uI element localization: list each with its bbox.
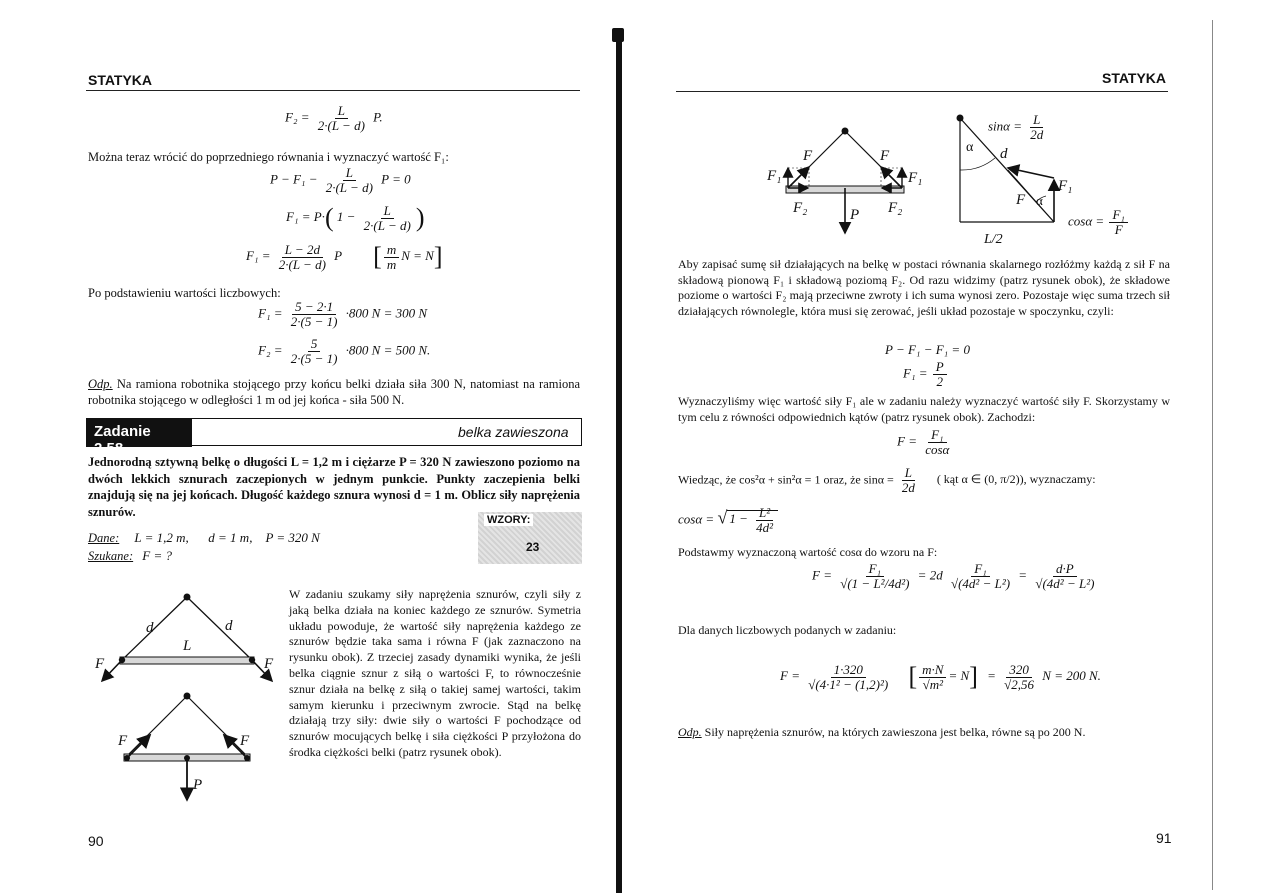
task-statement: Jednorodną sztywną belkę o długości L = 1,2 m i ciężarze P = 320 N zawieszono poziomo na dwóch lekkich sznurach zaczepionych w jednym punkcie. Punkty zaczepienia belki znajdują się na jej końcach. Długość każdego sznura wynosi d = 1 m. Oblicz siły naprężenia sznurów.: [88, 455, 580, 519]
wzory-label: WZORY:: [484, 514, 533, 526]
left-page-number: 90: [88, 833, 104, 849]
book-spine: [616, 30, 622, 893]
substitution-text: Po podstawieniu wartości liczbowych:: [88, 286, 281, 300]
given-section: Dane: L = 1,2 m, d = 1 m, P = 320 N: [88, 530, 320, 545]
figB-F1: F₁: [1058, 178, 1073, 194]
fig2-label-F-right: F: [240, 733, 250, 749]
equation-f1-factored: F₁ = P·( 1 − $\frac{L}{2\cdot(L - d)}$ ): [286, 202, 425, 233]
beam: [120, 657, 254, 664]
right-page-number: 91: [1156, 830, 1172, 846]
left-answer: Odp. Na ramiona robotnika stojącego przy końcu belki działa siła 300 N, natomiast na ramiona robotnika stojącego w odległości 1 m od jej końca - siła 500 N.: [88, 377, 580, 407]
right-paragraph-4: Podstawmy wyznaczoną wartość cosα do wzoru na F:: [678, 545, 938, 559]
equation-F-derivation: F = $\frac{\text{F₁}}{\text{√(1 − L²/4d²)}}$ = 2d $\frac{\text{F₁}}{\text{√(4d² − L²)}}$ = $\frac{d\cdot P}{\text{√(4d² − L²)}}$: [812, 561, 1095, 591]
arrow-F-rope: [1008, 168, 1054, 178]
wzory-box: [478, 512, 582, 564]
equation-balance: P − F₁ − $\frac{L}{2\cdot(L - d)}$ P = 0: [270, 165, 411, 195]
right-paragraph-1: Aby zapisać sumę sił działających na belkę w postaci równania skalarnego rozłóżmy każdą z sił F na składową pionową F₁ i składową poziomą F₂. Od razu widzimy (patrz rysunek obok), że składowe poziome o wartości F₂ mają przeciwne zwroty i ich suma wynosi zero. Pozostaje więc suma trzech sił działających równolegle, która musi się zerować, jeśli układ pozostaje w spoczynku, czyli:: [678, 257, 1170, 318]
equation-f2: F₂ = $\frac{L}{2\cdot(L - d)}$ P.: [285, 103, 383, 133]
task-number: Zadanie 2.58: [86, 418, 192, 447]
right-answer: Odp. Siły naprężenia sznurów, na których zawieszona jest belka, równe są po 200 N.: [678, 725, 1086, 739]
right-edge-line: [1212, 20, 1213, 890]
sought-section: Szukane: F = ?: [88, 548, 172, 563]
left-header: STATYKA: [88, 72, 153, 88]
fig1-label-d-left: d: [146, 620, 154, 636]
equation-f2-numeric: F₂ = $\frac{5}{2\cdot(5 - 1)}$ ·800 N = 500 N.: [258, 336, 431, 366]
rope-right: [187, 597, 252, 660]
equation-sum: P − F₁ − F₁ = 0: [885, 342, 970, 357]
fig1-label-F-right: F: [264, 656, 274, 672]
figA-F-left: F: [803, 148, 813, 164]
fig1-label-L: L: [183, 638, 192, 654]
fig1-label-F-left: F: [95, 656, 105, 672]
arrow-F-left: [788, 167, 809, 188]
force-left-arrow: [102, 660, 122, 681]
figB-cos: cosα = $\frac{\text{F₁}}{F}$: [1068, 208, 1130, 237]
equation-f1-numeric: F₁ = $\frac{5 - 2\cdot 1}{2\cdot(5 - 1)}$ ·800 N = 300 N: [258, 299, 428, 329]
figB-alpha-top: α: [966, 140, 974, 155]
figB-F: F: [1016, 192, 1026, 208]
figB-L2: L/2: [984, 232, 1003, 247]
equation-F-numeric: F = $\frac{1\cdot 320}{\text{√(4·1² − (1,2)²)}}$ [ $\frac{m\cdot N}{\text{√m²}}$ = N] = $\frac{320}{√2,56}$ N = 200 N.: [780, 661, 1101, 692]
figA-F2-left: F₂: [793, 200, 808, 216]
figA-F1-left: F₁: [767, 168, 782, 184]
equation-F-cos: F = $\frac{\text{F₁}}{\cos\alpha}$: [897, 427, 950, 457]
equation-cos: cosα = √ 1 − $\frac{\text{L²}}{\text{4d²}}$: [678, 506, 778, 535]
right-paragraph-5: Dla danych liczbowych podanych w zadaniu:: [678, 623, 897, 637]
fig2-label-F-left: F: [118, 733, 128, 749]
figA-P: P: [850, 207, 860, 223]
fig2-label-P: P: [193, 777, 203, 793]
right-paragraph-3: Wiedząc, że cos²α + sin²α = 1 oraz, że sinα = $\frac{L}{2d}$ ( kąt α ∈ (0, π/2)), wyznaczamy:: [678, 465, 1096, 495]
right-paragraph-2: Wyznaczyliśmy więc wartość siły F₁ ale w zadaniu należy wyznaczyć wartość siły F. Skorzystamy w tym celu z równości odpowiednich kątów (patrz rysunek obok). Zachodzi:: [678, 394, 1170, 424]
arrow-F-right: [881, 167, 902, 188]
explanation-text: W zadaniu szukamy siły naprężenia sznurów, czyli siły z jaką belka działa na koniec każdego ze sznurów. Symetria układu powoduje, że wartość siły naprężenia każdego ze sznurów będzie taka sama i równa F (jak zaznaczono na rysunku obok). Z trzeciej zasady dynamiki wynika, że jeśli belka ciągnie sznur z siłą o wartości F, to równocześnie sznur działa na belkę z siłą o takiej samej wartości, takim samym kierunku i przeciwnym zwrocie. Stąd na belkę działają trzy siły: dwie siły o wartości F pochodzące od sznurów mocujących belkę i siła ciężkości P przyłożona do środka ciężkości belki (patrz rysunek obok).: [289, 587, 581, 759]
figB-d: d: [1000, 146, 1008, 162]
left-header-rule: [86, 90, 580, 91]
right-header-rule: [676, 91, 1168, 92]
equation-F1-half: F₁ = $\frac{P}{2}$: [903, 360, 949, 389]
right-header: STATYKA: [1102, 70, 1167, 86]
book-spine-top: [612, 28, 624, 42]
hanging-point: [184, 594, 191, 601]
figA-F1-right: F₁: [908, 170, 923, 186]
equation-f1-result: F₁ = $\frac{L - 2d}{2\cdot(L - d)}$ P [ $\frac{m}{m}$ N = N]: [246, 241, 443, 272]
figB-sin: sinα = $\frac{L}{2d}$: [988, 112, 1044, 142]
rope-left: [122, 597, 187, 660]
fig1-label-d-right: d: [225, 618, 233, 634]
figA-F2-right: F₂: [888, 200, 903, 216]
wzory-number: 23: [526, 540, 540, 554]
intro-text: Można teraz wrócić do poprzedniego równania i wyznaczyć wartość F₁:: [88, 150, 449, 164]
task-title: belka zawieszona: [458, 424, 569, 440]
figA-F-right: F: [880, 148, 890, 164]
figB-alpha-bot: α: [1036, 193, 1043, 208]
